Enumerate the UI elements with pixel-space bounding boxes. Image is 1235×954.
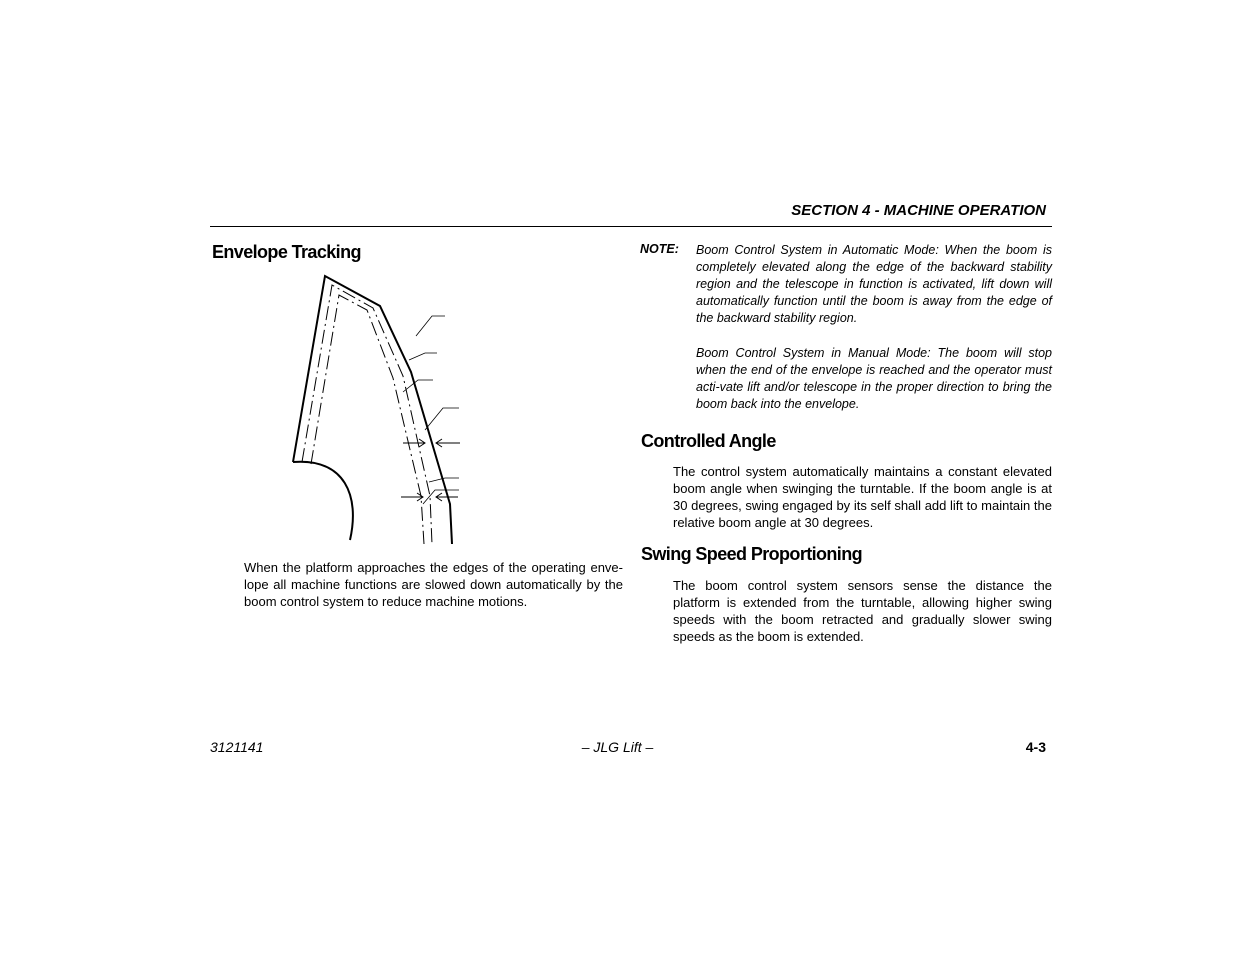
- leader-line-3: [403, 380, 433, 392]
- outer-envelope-line: [293, 276, 452, 544]
- note-label: NOTE:: [640, 242, 679, 256]
- swing-speed-heading: Swing Speed Proportioning: [641, 544, 862, 564]
- controlled-angle-heading: Controlled Angle: [641, 431, 776, 451]
- leader-line-2: [409, 353, 437, 360]
- envelope-tracking-heading: Envelope Tracking: [212, 242, 361, 262]
- inner-envelope-line-2: [311, 295, 424, 544]
- controlled-angle-paragraph: The control system automatically maintains a constant elevated boom angle when swinging the turntable. If the boom angle is at 30 degrees, swing engaged by its self shall add lift to maintain the relative boom angle at 30 degrees.: [673, 464, 1052, 530]
- leader-line-4: [425, 408, 459, 430]
- leader-line-1: [416, 316, 445, 336]
- arrow-left-lower: [401, 493, 423, 501]
- document-number: 3121141: [210, 739, 264, 755]
- section-title: SECTION 4 - MACHINE OPERATION: [791, 202, 1046, 219]
- header-divider: [210, 226, 1052, 227]
- arrow-left-upper: [403, 439, 425, 447]
- turntable-arc: [293, 462, 353, 540]
- note-paragraph-automatic: Boom Control System in Automatic Mode: When the boom is completely elevated along the edge of the backward stability region and the telescope in function is activated, lift down will automatically function until the boom is away from the edge of the backward stability region.: [696, 243, 1052, 325]
- envelope-diagram: [275, 268, 475, 548]
- footer-brand: – JLG Lift –: [581, 739, 654, 755]
- page-number: 4-3: [1025, 739, 1046, 755]
- arrow-right-upper: [436, 439, 460, 447]
- swing-speed-paragraph: The boom control system sensors sense the distance the platform is extended from the turntable, allowing higher swing speeds with the boom retracted and gradually slower swing speeds as the boom is extended.: [673, 578, 1052, 644]
- note-paragraph-manual: Boom Control System in Manual Mode: The boom will stop when the end of the envelope is reached and the operator must acti-vate lift and/or telescope in the proper direction to bring the boom back into the envelope.: [696, 346, 1052, 411]
- inner-envelope-line-1: [302, 285, 432, 544]
- envelope-tracking-paragraph: When the platform approaches the edges of the operating enve-lope all machine functions are slowed down automatically by the boom control system to reduce machine motions.: [244, 560, 623, 609]
